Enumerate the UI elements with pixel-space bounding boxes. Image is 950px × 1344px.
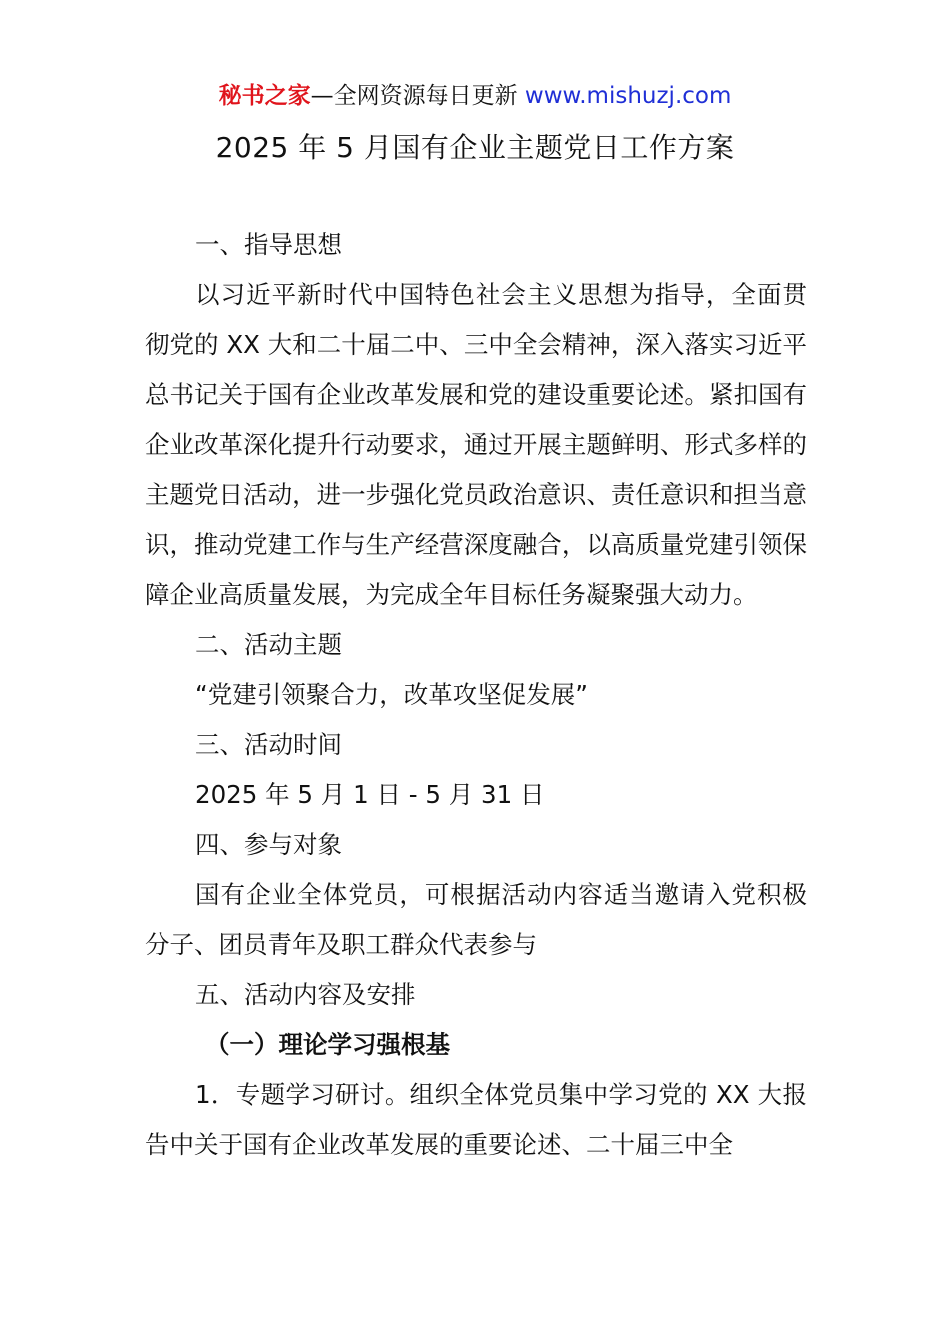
activity-theme-text: “党建引领聚合力，改革攻坚促发展” — [195, 680, 588, 709]
document-title: 2025 年 5 月国有企业主题党日工作方案 — [215, 131, 735, 164]
site-slogan: —全网资源每日更新 — [310, 83, 525, 109]
section-heading-theme: 二、活动主题 — [195, 630, 342, 659]
section-heading-participants: 四、参与对象 — [195, 830, 342, 859]
guiding-ideology-paragraph: 以习近平新时代中国特色社会主义思想为指导，全面贯彻党的 XX 大和二十届二中、三中全会精神，深入落实习近平总书记关于国有企业改革发展和党的建设重要论述。紧扣国有企业改革深化提升行动要求，通过开展主题鲜明、形式多样的主题党日活动，进一步强化党员政治意识、责任意识和担当意识，推动党建工作与生产经营深度融合，以高质量党建引领保障企业高质量发展，为完成全年目标任务凝聚强大动力。 — [145, 280, 807, 609]
section-heading-guiding-ideology: 一、指导思想 — [195, 230, 342, 259]
site-brand: 秘书之家 — [218, 83, 311, 109]
activity-time-text: 2025 年 5 月 1 日 - 5 月 31 日 — [195, 780, 545, 809]
document-body — [145, 220, 807, 1170]
site-url-link[interactable]: www.mishuzj.com — [524, 83, 732, 109]
section-heading-content: 五、活动内容及安排 — [195, 980, 416, 1009]
subsection-heading-theory: （一）理论学习强根基 — [205, 1030, 450, 1059]
item-study-paragraph: 1．专题学习研讨。组织全体党员集中学习党的 XX 大报告中关于国有企业改革发展的重要论述、二十届三中全 — [145, 1080, 807, 1159]
section-heading-time: 三、活动时间 — [195, 730, 342, 759]
participants-paragraph: 国有企业全体党员，可根据活动内容适当邀请入党积极分子、团员青年及职工群众代表参与 — [145, 880, 807, 959]
site-header — [0, 80, 950, 112]
